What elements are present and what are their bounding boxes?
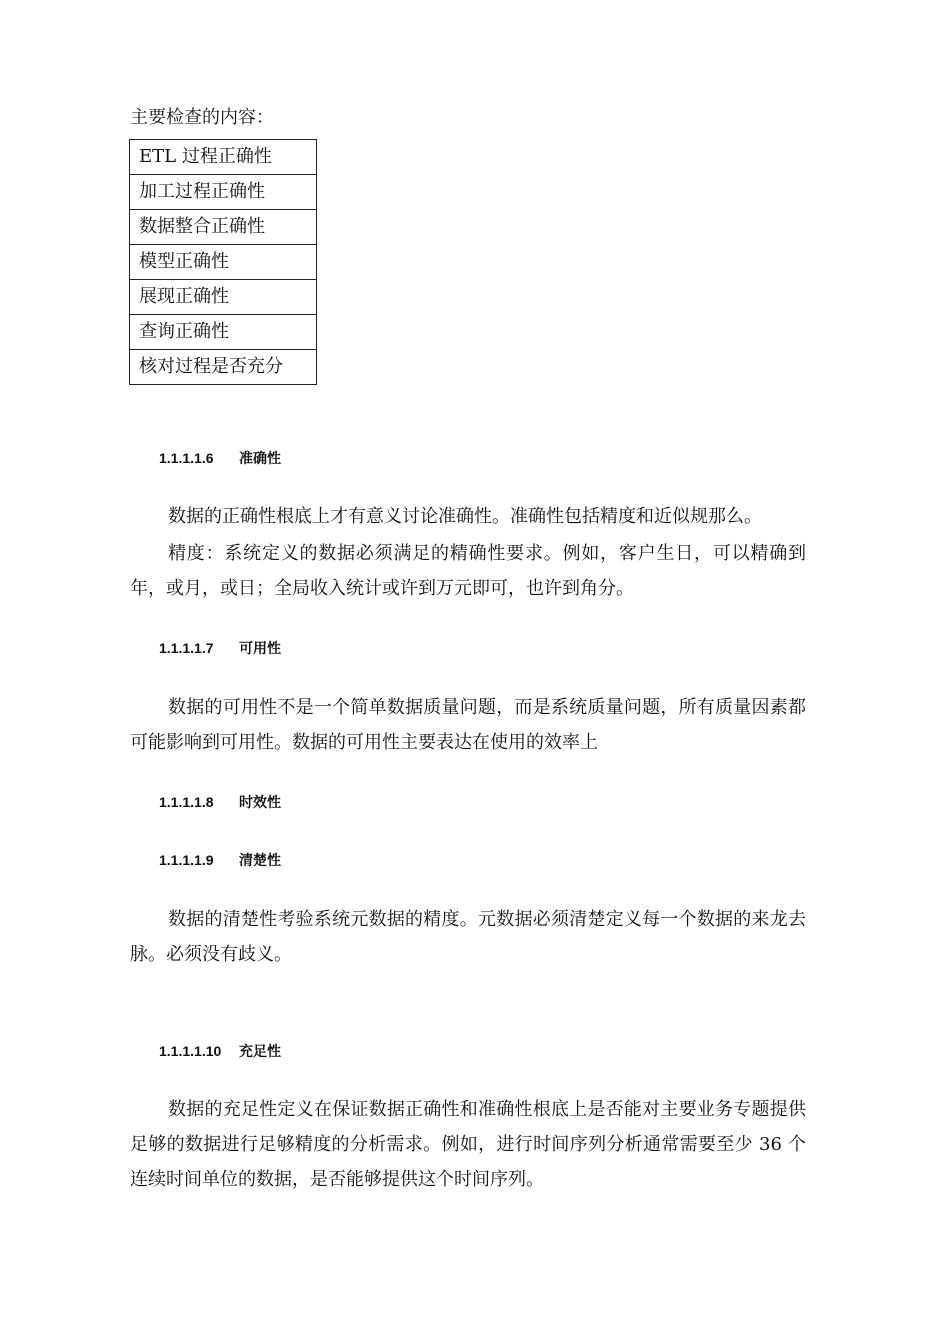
section-heading xyxy=(159,639,281,657)
section-heading xyxy=(159,851,281,869)
section-title: 准确性 xyxy=(239,450,281,466)
table-cell: 加工过程正确性 xyxy=(130,175,317,210)
section-title: 充足性 xyxy=(239,1043,281,1059)
table-row xyxy=(130,315,317,350)
table-row xyxy=(130,245,317,280)
section-title: 清楚性 xyxy=(239,852,281,868)
section-number: 1.1.1.1.9 xyxy=(159,852,214,868)
section-number: 1.1.1.1.6 xyxy=(159,450,214,466)
section-number: 1.1.1.1.10 xyxy=(159,1043,222,1059)
section-title: 可用性 xyxy=(239,640,281,656)
table-row xyxy=(130,280,317,315)
table-row xyxy=(130,175,317,210)
section-title: 时效性 xyxy=(239,794,281,810)
section-heading xyxy=(159,793,281,811)
table-row xyxy=(130,210,317,245)
table-cell: 展现正确性 xyxy=(130,280,317,315)
paragraph: 数据的正确性根底上才有意义讨论准确性。准确性包括精度和近似规那么。 xyxy=(168,506,762,527)
table-cell: 核对过程是否充分 xyxy=(130,350,317,385)
section-number: 1.1.1.1.7 xyxy=(159,640,214,656)
paragraph: 数据的清楚性考验系统元数据的精度。元数据必须清楚定义每一个数据的来龙去脉。必须没有歧义。 xyxy=(130,909,806,965)
table-cell: 数据整合正确性 xyxy=(130,210,317,245)
paragraph: 数据的可用性不是一个简单数据质量问题，而是系统质量问题，所有质量因素都可能影响到可用性。数据的可用性主要表达在使用的效率上 xyxy=(130,697,806,753)
table-cell: 模型正确性 xyxy=(130,245,317,280)
checklist-table xyxy=(129,139,317,385)
table-cell: 查询正确性 xyxy=(130,315,317,350)
table-cell: ETL 过程正确性 xyxy=(130,140,317,175)
section-heading xyxy=(159,1042,281,1060)
table-row xyxy=(130,140,317,175)
intro-text: 主要检查的内容： xyxy=(130,107,274,128)
paragraph: 精度：系统定义的数据必须满足的精确性要求。例如，客户生日，可以精确到年，或月，或日；全局收入统计或许到万元即可，也许到角分。 xyxy=(130,543,806,599)
section-heading xyxy=(159,449,281,467)
table-row xyxy=(130,350,317,385)
section-number: 1.1.1.1.8 xyxy=(159,794,214,810)
paragraph: 数据的充足性定义在保证数据正确性和准确性根底上是否能对主要业务专题提供足够的数据进行足够精度的分析需求。例如，进行时间序列分析通常需要至少 36 个连续时间单位的数据，是否能够提供这个时间序列。 xyxy=(130,1099,806,1190)
